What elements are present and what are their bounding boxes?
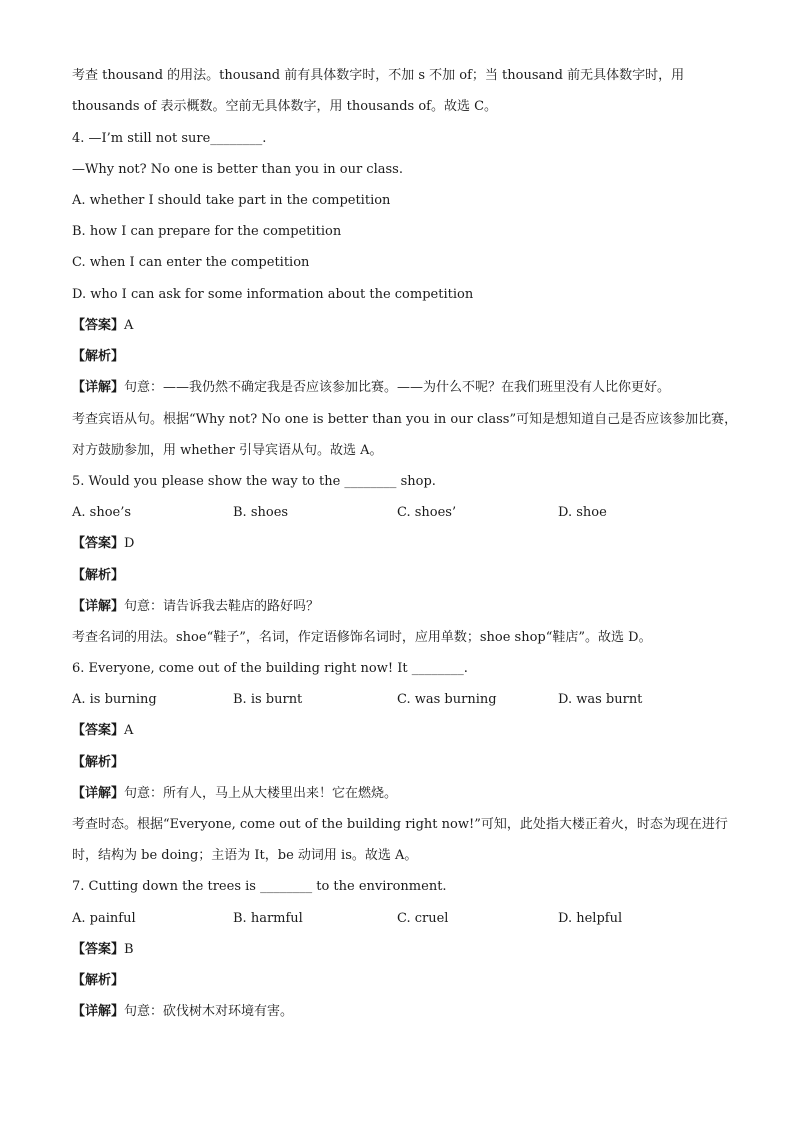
question-6-explain: 时，结构为 be doing；主语为 It，be 动词用 is。故选 A。 [72,848,418,863]
question-5-option-b: B. shoes [233,505,289,520]
question-4-reply: —Why not? No one is better than you in our class. [72,162,403,177]
question-6-option-b: B. is burnt [233,692,303,707]
answer-value: A [124,318,134,333]
answer-value: B [124,942,134,957]
question-6-answer [72,722,133,740]
question-5-option-a: A. shoe’s [72,505,132,520]
detail-text: 句意：请告诉我去鞋店的路好吗？ [124,599,320,614]
question-7-answer [72,941,134,959]
question-5-option-c: C. shoes’ [397,505,457,520]
question-5-answer [72,535,134,553]
question-7-option-d: D. helpful [558,911,623,926]
question-5-detail [72,598,319,616]
question-4-answer [72,317,133,335]
question-6-option-d: D. was burnt [558,692,643,707]
question-4-option-d: D. who I can ask for some information about the competition [72,287,474,302]
question-6-option-c: C. was burning [397,692,497,707]
question-7-option-c: C. cruel [397,911,449,926]
question-6-analysis-tag: 【解析】 [72,755,125,770]
question-5-stem: 5. Would you please show the way to the ________ shop. [72,474,436,489]
question-4-detail [72,379,670,397]
answer-value: A [124,723,134,738]
detail-text: 句意：——我仍然不确定我是否应该参加比赛。——为什么不呢？在我们班里没有人比你更好。 [124,380,671,395]
detail-text: 句意：砍伐树木对环境有害。 [124,1004,294,1019]
detail-tag: 【详解】 [72,786,125,801]
question-4-stem: 4. —I’m still not sure________. [72,131,267,146]
question-6-explain: 考查时态。根据“Everyone, come out of the building right now!”可知，此处指大楼正着火，时态为现在进行 [72,817,728,832]
explanation-line: thousands of 表示概数。空前无具体数字，用 thousands of。故选 C。 [72,99,498,114]
detail-tag: 【详解】 [72,380,125,395]
question-6-stem: 6. Everyone, come out of the building right now! It ________. [72,661,468,676]
question-7-stem: 7. Cutting down the trees is ________ to the environment. [72,879,447,894]
answer-value: D [124,536,135,551]
question-4-explain: 考查宾语从句。根据“Why not? No one is better than you in our class”可知是想知道自己是否应该参加比赛， [72,412,738,427]
question-4-option-c: C. when I can enter the competition [72,255,310,270]
answer-tag: 【答案】 [72,723,125,738]
detail-text: 句意：所有人，马上从大楼里出来！它在燃烧。 [124,786,398,801]
question-7-analysis-tag: 【解析】 [72,973,125,988]
question-5-analysis-tag: 【解析】 [72,568,125,583]
question-4-analysis-tag: 【解析】 [72,349,125,364]
question-6-option-a: A. is burning [72,692,157,707]
question-7-detail [72,1003,293,1021]
answer-tag: 【答案】 [72,536,125,551]
explanation-line: 考查 thousand 的用法。thousand 前有具体数字时，不加 s 不加 of；当 thousand 前无具体数字时，用 [72,68,685,83]
question-4-explain: 对方鼓励参加，用 whether 引导宾语从句。故选 A。 [72,443,383,458]
question-7-option-b: B. harmful [233,911,303,926]
question-4-option-b: B. how I can prepare for the competition [72,224,342,239]
answer-tag: 【答案】 [72,318,125,333]
detail-tag: 【详解】 [72,599,125,614]
question-6-detail [72,785,397,803]
question-7-option-a: A. painful [72,911,136,926]
detail-tag: 【详解】 [72,1004,125,1019]
question-5-option-d: D. shoe [558,505,607,520]
answer-tag: 【答案】 [72,942,125,957]
question-5-explain: 考查名词的用法。shoe“鞋子”，名词，作定语修饰名词时，应用单数；shoe shop“鞋店”。故选 D。 [72,630,652,645]
question-4-option-a: A. whether I should take part in the competition [72,193,391,208]
